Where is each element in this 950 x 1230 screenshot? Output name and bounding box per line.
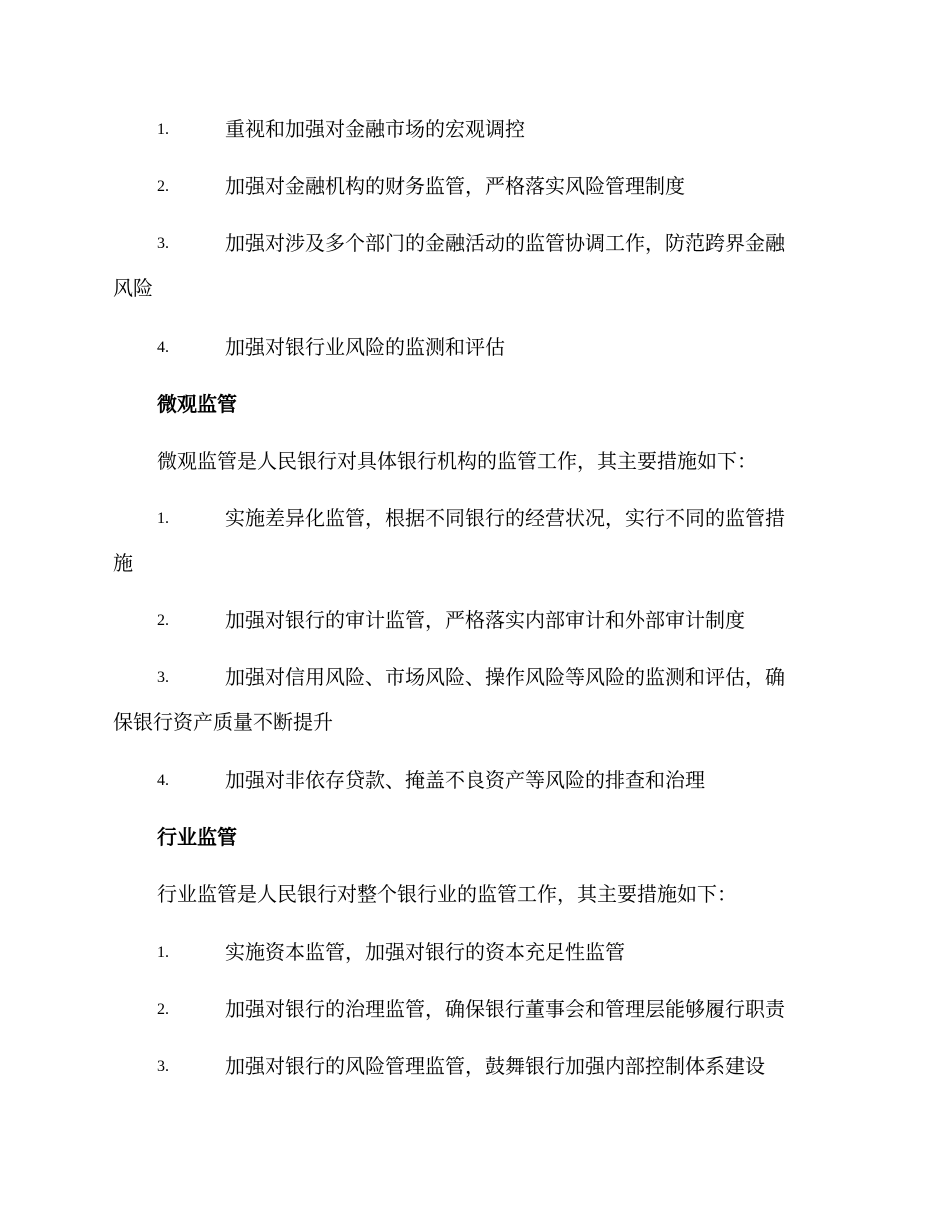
list-number: 3. [157, 669, 169, 686]
list-item: 实施差异化监管，根据不同银行的经营状况，实行不同的监管措 [225, 506, 785, 530]
list-number: 4. [157, 772, 169, 789]
list-number: 4. [157, 339, 169, 356]
list-number: 1. [157, 510, 169, 527]
list-number: 3. [157, 1058, 169, 1075]
list-item-continuation: 施 [113, 551, 133, 575]
list-number: 2. [157, 612, 169, 629]
section-intro-micro: 微观监管是人民银行对具体银行机构的监管工作，其主要措施如下： [157, 449, 757, 473]
list-item: 加强对银行的风险管理监管，鼓舞银行加强内部控制体系建设 [225, 1054, 765, 1078]
section-intro-industry: 行业监管是人民银行对整个银行业的监管工作，其主要措施如下： [157, 882, 737, 906]
list-number: 1. [157, 944, 169, 961]
section-heading-micro: 微观监管 [157, 392, 237, 416]
list-number: 2. [157, 1001, 169, 1018]
section-heading-industry: 行业监管 [157, 825, 237, 849]
list-number: 1. [157, 121, 169, 138]
list-item: 实施资本监管，加强对银行的资本充足性监管 [225, 940, 625, 964]
list-item: 加强对金融机构的财务监管，严格落实风险管理制度 [225, 174, 685, 198]
list-item-continuation: 保银行资产质量不断提升 [113, 710, 333, 734]
list-item: 加强对非依存贷款、掩盖不良资产等风险的排查和治理 [225, 768, 705, 792]
list-item: 加强对银行业风险的监测和评估 [225, 335, 505, 359]
list-item: 加强对银行的审计监管，严格落实内部审计和外部审计制度 [225, 608, 745, 632]
list-item: 加强对信用风险、市场风险、操作风险等风险的监测和评估，确 [225, 665, 785, 689]
list-item: 重视和加强对金融市场的宏观调控 [225, 117, 525, 141]
list-item: 加强对银行的治理监管，确保银行董事会和管理层能够履行职责 [225, 997, 785, 1021]
list-item: 加强对涉及多个部门的金融活动的监管协调工作，防范跨界金融 [225, 231, 785, 255]
list-item-continuation: 风险 [113, 276, 153, 300]
list-number: 2. [157, 178, 169, 195]
list-number: 3. [157, 235, 169, 252]
